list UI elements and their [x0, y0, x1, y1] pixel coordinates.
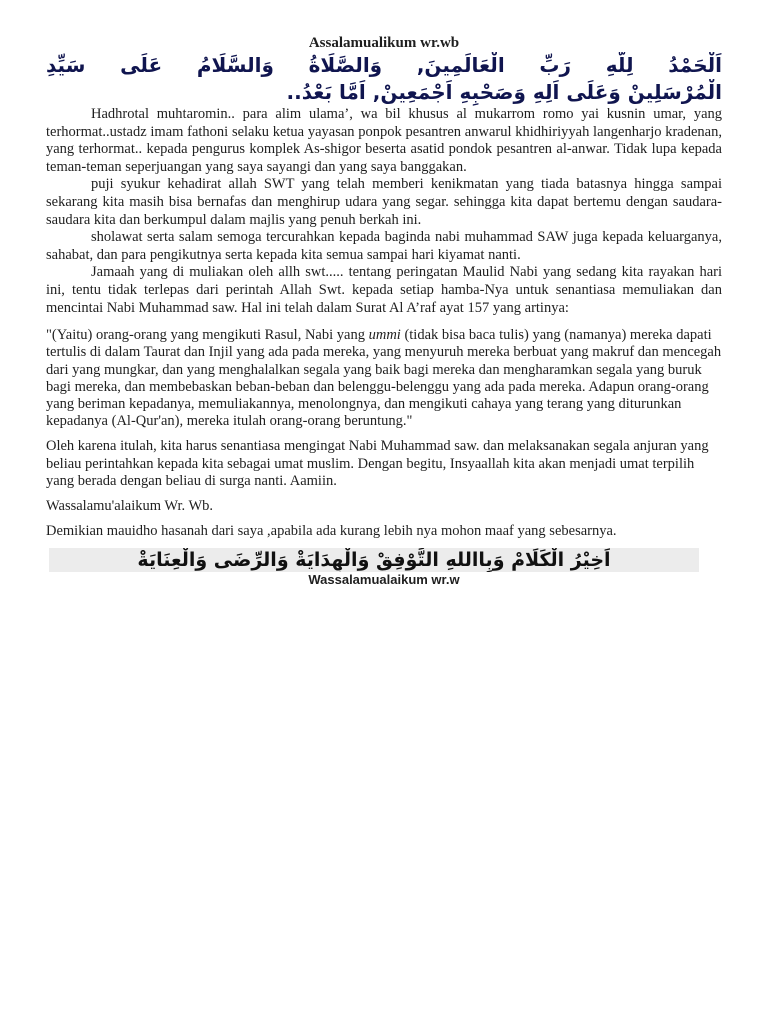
paragraph-conclusion: Oleh karena itulah, kita harus senantiasa mengingat Nabi Muhammad saw. dan melaksanakan segala anjuran yang beliau perintahkan kepada kita sebagai umat muslim. Dengan begitu, Insyaallah kita akan menjadi umat terpilih yang berada dengan beliau di surga nanti. Aamiin. [46, 438, 709, 489]
greeting-title: Assalamualikum wr.wb [308, 35, 460, 51]
quran-translation-quote [46, 327, 722, 430]
arabic-opening [46, 52, 722, 106]
arabic-opening-line-1: اَلْحَمْدُ لِلّهِ رَبِّ الْعَالَمِينَ, وَالصَّلَاةُ وَالسَّلَامُ عَلَى سَيِّدِ [46, 53, 722, 77]
paragraph-apology: Demikian mauidho hasanah dari saya ,apabila ada kurang lebih nya mohon maaf yang sebesarnya. [46, 523, 617, 540]
closing-salam-title: Wassalamualaikum wr.w [308, 572, 460, 588]
paragraph-salam: Wassalamu'alaikum Wr. Wb. [46, 497, 214, 514]
arabic-closing-banner: اَخِيْرُ الْكَلَامْ وَبِااللهِ التَّوْفِقْ وَالْهِدَايَةْ وَالرِّضَى وَالْعِنَايَةْ [49, 548, 699, 572]
paragraph-maulid: Jamaah yang di muliakan oleh allh swt..... tentang peringatan Maulid Nabi yang sedang kita rayakan hari ini, tentu tidak terlepas dari perintah Allah Swt. kepada setiap hamba-Nya untuk senantiasa memuliakan dan mencintai Nabi Muhammad saw. Hal ini telah dalam Surat Al A’raf ayat 157 yang artinya: [46, 264, 722, 316]
paragraph-gratitude: puji syukur kehadirat allah SWT yang telah memberi kenikmatan yang tiada batasnya hingga sampai sekarang kita masih bisa bernafas dan menghirup udara yang segar. sehingga kita dapat bertemu dengan saudara-saudara kita dan berkumpul dalam majlis yang penuh berkah ini. [46, 176, 722, 228]
quote-text-start: "(Yaitu) orang-orang yang mengikuti Rasul, Nabi yang [46, 327, 369, 344]
paragraph-sholawat: sholawat serta salam semoga tercurahkan kepada baginda nabi muhammad SAW juga kepada keluarganya, sahabat, dan para pengikutnya serta kepada kita semua sampai hari kiyamat nanti. [46, 229, 722, 263]
quote-text-end: (tidak bisa baca tulis) yang (namanya) mereka dapati tertulis di dalam Taurat dan Injil yang ada pada mereka, yang menyuruh mereka berbuat yang makruf dan mencegah dari yang mungkar, dan yang menghalalkan segala yang baik bagi mereka dan mengharamkan segala yang buruk bagi mereka, dan membebaskan beban-beban dan belenggu-belenggu yang ada pada mereka. Adapun orang-orang yang beriman kepadanya, memuliakannya, menolongnya, dan mengikuti cahaya yang terang yang diturunkan kepadanya (Al-Qur'an), mereka itulah orang-orang beruntung." [46, 327, 722, 430]
paragraph-salutation: Hadhrotal muhtaromin.. para alim ulama’, wa bil khusus al mukarrom romo yai kusnin umar, yang terhormat..ustadz imam fathoni selaku ketua yayasan ponpok pesantren anwarul khidhiriyyah langenharjo kradenan, yang terhormat.. kepada pengurus komplek As-shigor beserta asatid pondok pesantren al-anwar. Tidak lupa kepada teman-teman seperjuangan yang saya sayangi dan yang saya banggakan. [46, 106, 722, 175]
quote-italic-word: ummi [368, 327, 401, 344]
document-page [46, 34, 722, 588]
arabic-opening-line-2: الْمُرْسَلِينْ وَعَلَى اَلِهِ وَصَحْبِهِ اَجْمَعِينْ, اَمَّا بَعْدُ.. [286, 80, 722, 104]
